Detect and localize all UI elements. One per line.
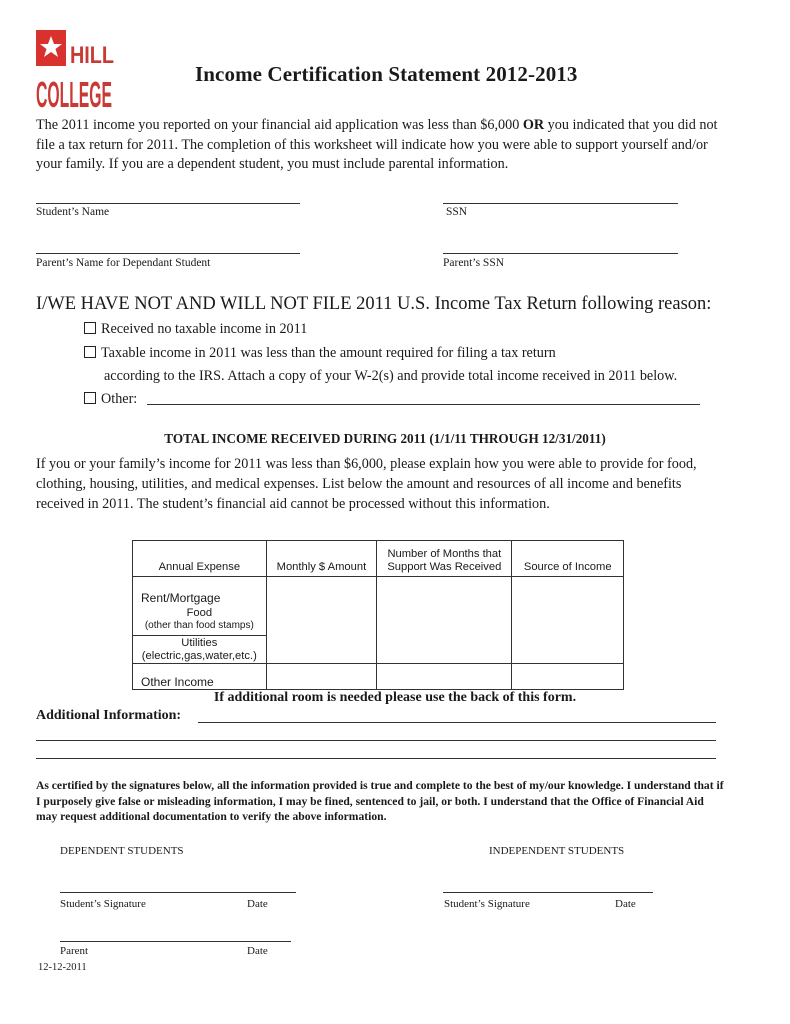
- row-food-label: Food: [186, 607, 213, 619]
- page-title: Income Certification Statement 2012-2013: [195, 62, 578, 86]
- logo-line1: HILL: [70, 42, 114, 69]
- utilities-cell: [133, 636, 267, 664]
- student-name-line[interactable]: [36, 203, 300, 204]
- independent-student-signature-line[interactable]: [443, 892, 653, 893]
- parent-date-label: Date: [247, 945, 268, 957]
- dependent-student-date-label: Date: [247, 898, 268, 910]
- parent-name-line[interactable]: [36, 253, 300, 254]
- option1-label: Received no taxable income in 2011: [101, 321, 308, 337]
- option-other[interactable]: [84, 391, 137, 408]
- additional-info-line-1[interactable]: [198, 722, 716, 723]
- tax-return-heading: I/WE HAVE NOT AND WILL NOT FILE 2011 U.S. Income Tax Return following reason:: [36, 294, 712, 314]
- checkbox-no-taxable-income[interactable]: [84, 322, 96, 334]
- form-revision-date: 12-12-2011: [38, 962, 87, 973]
- parent-ssn-line[interactable]: [443, 253, 678, 254]
- other-source-cell[interactable]: [512, 664, 624, 690]
- independent-student-signature-label: Student’s Signature: [444, 898, 530, 910]
- dependent-heading: DEPENDENT STUDENTS: [60, 845, 184, 857]
- row-utilities-label: Utilities: [181, 637, 218, 649]
- intro-paragraph: [36, 116, 726, 175]
- checkbox-other[interactable]: [84, 392, 96, 404]
- option2-continuation: according to the IRS. Attach a copy of your W-2(s) and provide total income received in 2011 below.: [104, 368, 678, 384]
- source-cell[interactable]: [512, 577, 624, 664]
- header-months-line2: Support Was Received: [387, 561, 502, 573]
- independent-heading: INDEPENDENT STUDENTS: [489, 845, 625, 857]
- option-no-taxable-income[interactable]: [84, 321, 307, 338]
- certification-statement: As certified by the signatures below, all the information provided is true and complete to the best of my/our knowledge. I understand that if I purposely give false or misleading information, I may be fined, sentenced to jail, or both. I understand that the Office of Financial Aid may request additional documentation to verify the above information.: [36, 779, 724, 823]
- row-other-label: Other Income: [133, 664, 267, 690]
- dependent-student-signature-line[interactable]: [60, 892, 296, 893]
- other-monthly-cell[interactable]: [266, 664, 377, 690]
- parent-signature-line[interactable]: [60, 941, 291, 942]
- hill-college-logo: [36, 30, 114, 115]
- intro-or: OR: [522, 117, 545, 133]
- other-months-cell[interactable]: [377, 664, 512, 690]
- header-annual-expense: Annual Expense: [133, 541, 267, 577]
- other-reason-line[interactable]: [147, 404, 700, 405]
- additional-info-line-2[interactable]: [36, 740, 716, 741]
- dependent-student-signature-label: Student’s Signature: [60, 898, 146, 910]
- row-food-note: (other than food stamps): [144, 619, 254, 631]
- header-source: Source of Income: [512, 541, 624, 577]
- parent-name-label: Parent’s Name for Dependant Student: [36, 257, 211, 269]
- intro-text-b: you indicated that you did not file a tax return for 2011. The completion of this worksheet will indicate how you were able to support yourself and/or your family. If you are a dependent student, you must include parental information.: [36, 117, 718, 172]
- option2-label: Taxable income in 2011 was less than the amount required for filing a tax return: [101, 345, 556, 361]
- ssn-line[interactable]: [443, 203, 678, 204]
- checkbox-below-threshold[interactable]: [84, 346, 96, 358]
- logo-line2: COLLEGE: [36, 74, 112, 115]
- expense-table: [132, 540, 624, 690]
- independent-student-date-label: Date: [615, 898, 636, 910]
- parent-signature-label: Parent: [60, 945, 89, 957]
- option-below-threshold[interactable]: [84, 345, 556, 362]
- header-months: [377, 541, 512, 577]
- additional-info-line-3[interactable]: [36, 758, 716, 759]
- table-row: [133, 577, 624, 636]
- table-row: [133, 664, 624, 690]
- months-cell[interactable]: [377, 577, 512, 664]
- header-monthly-amount: Monthly $ Amount: [266, 541, 377, 577]
- option3-label: Other:: [101, 391, 138, 407]
- row-rent-label: Rent/Mortgage: [141, 591, 221, 605]
- student-name-label: Student’s Name: [36, 206, 110, 218]
- total-income-heading: TOTAL INCOME RECEIVED DURING 2011 (1/1/11 THROUGH 12/31/2011): [164, 431, 606, 446]
- table-header-row: [133, 541, 624, 577]
- parent-ssn-label: Parent’s SSN: [443, 257, 505, 269]
- ssn-label: SSN: [446, 206, 468, 218]
- additional-room-note: If additional room is needed please use the back of this form.: [213, 690, 577, 705]
- monthly-amount-cell[interactable]: [266, 577, 377, 664]
- intro-text-a: The 2011 income you reported on your financial aid application was less than $6,000: [36, 117, 523, 133]
- header-months-line1: Number of Months that: [387, 548, 502, 560]
- row-utilities-note: (electric,gas,water,etc.): [141, 649, 257, 662]
- expense-label-cell: [133, 577, 267, 636]
- additional-info-label: Additional Information:: [36, 708, 182, 723]
- total-income-paragraph: If you or your family’s income for 2011 was less than $6,000, please explain how you were able to provide for food, clothing, housing, utilities, and medical expenses. List below the amount and resources of all income and benefits received in 2011. The student’s financial aid cannot be processed without this information.: [36, 456, 697, 512]
